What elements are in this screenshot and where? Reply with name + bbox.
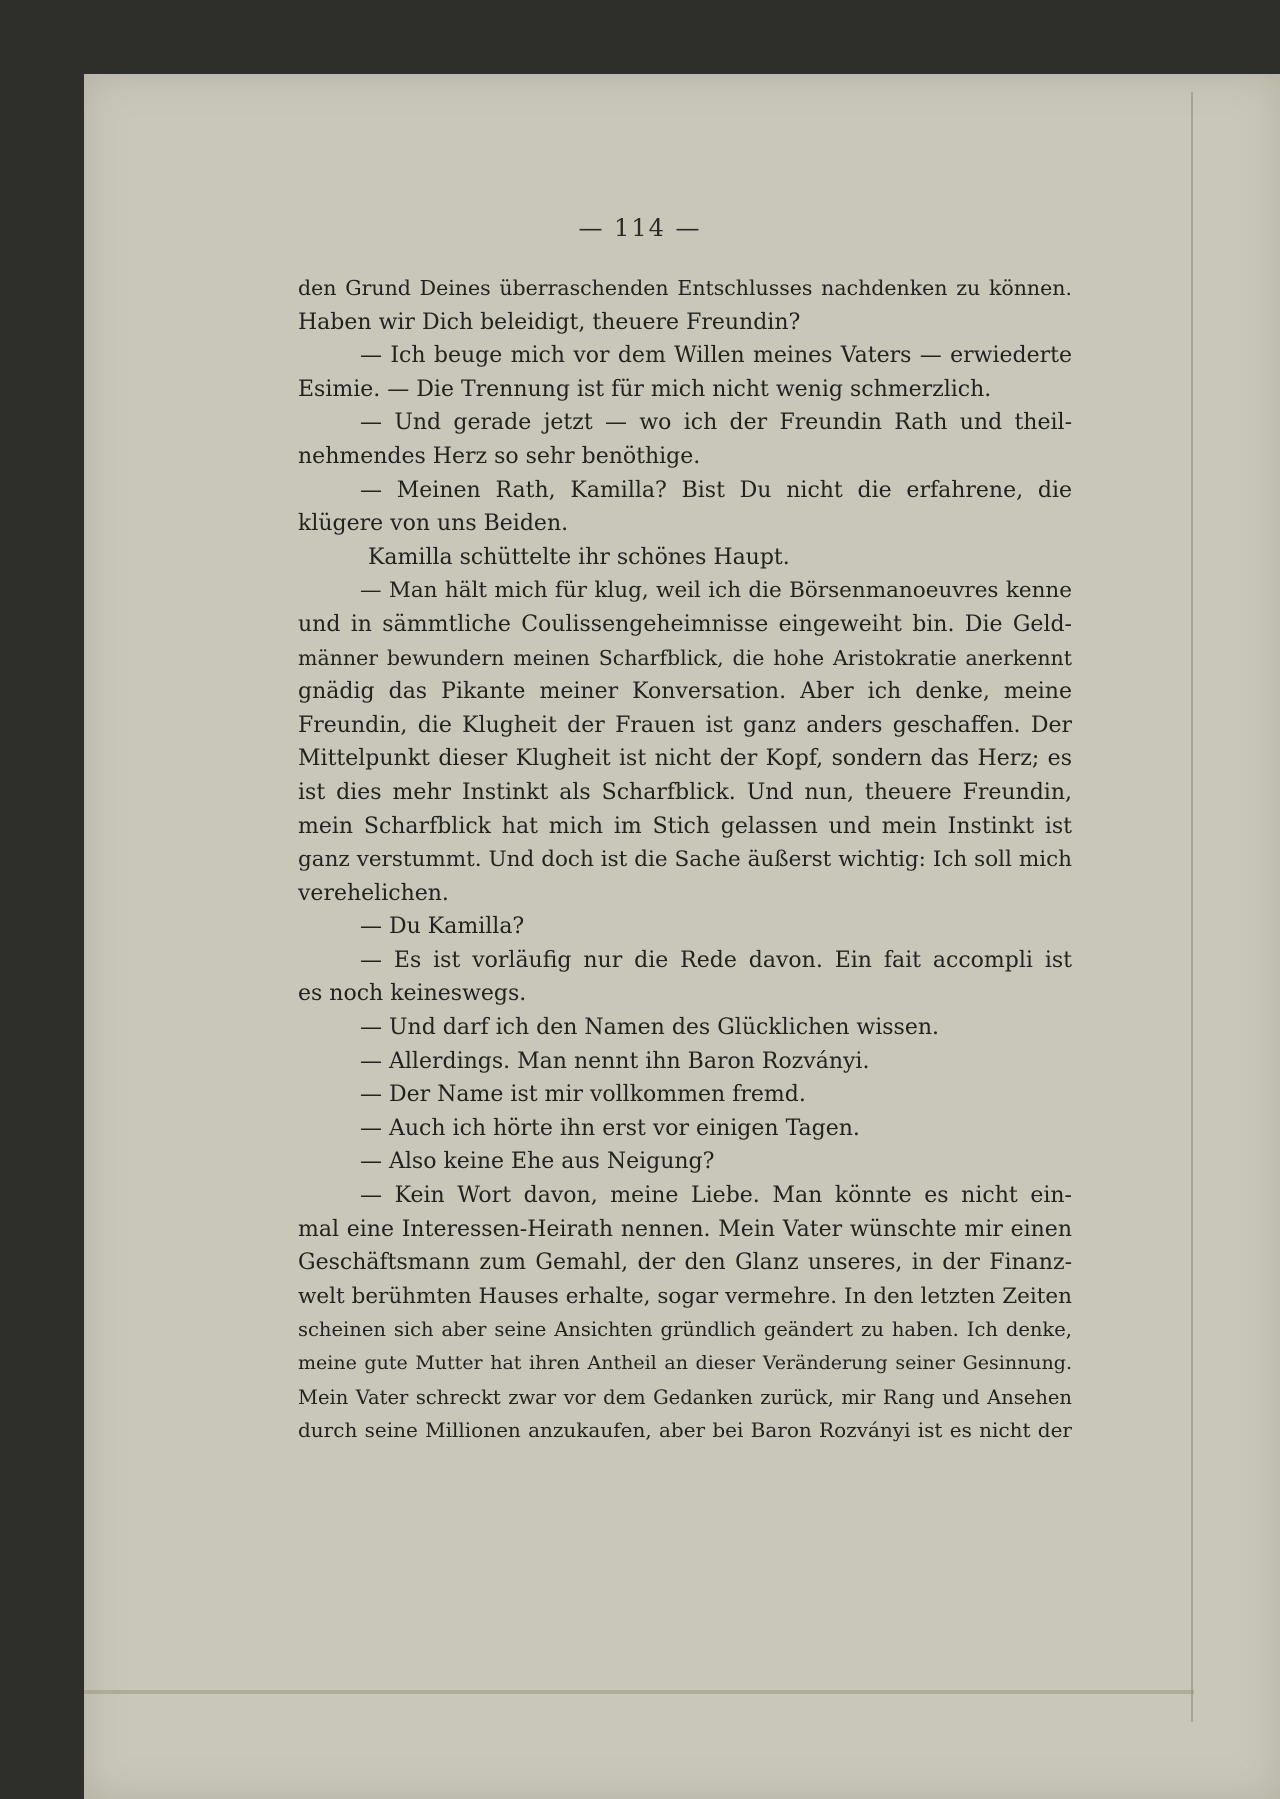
text-line: ist dies mehr Instinkt als Scharfblick. Und nun, theuere Freundin, [298,779,1072,805]
text-line: verehelichen. [298,880,449,906]
text-line: welt berühmten Hauses erhalte, sogar vermehre. In den letzten Zeiten [298,1283,1072,1309]
text-line: — Kein Wort davon, meine Liebe. Man könnte es nicht ein- [360,1183,1072,1209]
body-text [298,272,1072,1448]
text-line: nehmendes Herz so sehr benöthige. [298,443,701,469]
text-line: Mittelpunkt dieser Klugheit ist nicht der Kopf, sondern das Herz; es [298,746,1072,772]
text-line: Freundin, die Klugheit der Frauen ist ganz anders geschaffen. Der [298,712,1072,738]
text-line: — Der Name ist mir vollkommen fremd. [360,1082,806,1108]
text-line: — Man hält mich für klug, weil ich die Börsenmanoeuvres kenne [360,578,1072,604]
text-line: — Und gerade jetzt — wo ich der Freundin Rath und theil- [360,410,1072,436]
text-line: — Auch ich hörte ihn erst vor einigen Tagen. [360,1115,860,1141]
text-line: Kamilla schüttelte ihr schönes Haupt. [368,544,790,570]
text-line: — Es ist vorläufig nur die Rede davon. Ein fait accompli ist [360,947,1072,973]
text-line: gnädig das Pikante meiner Konversation. Aber ich denke, meine [298,679,1072,705]
text-line: — Ich beuge mich vor dem Willen meines Vaters — erwiederte [360,343,1072,369]
page-fold-line [1191,92,1193,1722]
text-line: scheinen sich aber seine Ansichten gründlich geändert zu haben. Ich denke, [298,1318,1072,1342]
text-line: mal eine Interessen-Heirath nennen. Mein Vater wünschte mir einen [298,1216,1072,1242]
text-line: männer bewundern meinen Scharfblick, die hohe Aristokratie anerkennt [298,645,1072,670]
text-line: den Grund Deines überraschenden Entschlusses nachdenken zu können. [298,276,1072,300]
text-line: — Allerdings. Man nennt ihn Baron Rozványi. [360,1048,870,1074]
text-line: — Und darf ich den Namen des Glücklichen wissen. [360,1015,940,1041]
text-line: mein Scharfblick hat mich im Stich gelassen und mein Instinkt ist [298,813,1072,839]
text-line: — Du Kamilla? [360,914,525,940]
text-line: durch seine Millionen anzukaufen, aber bei Baron Rozványi ist es nicht der [298,1418,1072,1443]
text-line: Mein Vater schreckt zwar vor dem Gedanken zurück, mir Rang und Ansehen [298,1385,1072,1409]
text-line: — Also keine Ehe aus Neigung? [360,1149,715,1175]
text-line: Haben wir Dich beleidigt, theuere Freundin? [298,309,801,335]
text-line: klügere von uns Beiden. [298,511,569,537]
page-number: — 114 — [578,214,702,242]
page-bottom-edge [84,1690,1194,1694]
text-line: es noch keineswegs. [298,981,527,1007]
text-line: — Meinen Rath, Kamilla? Bist Du nicht die erfahrene, die [360,477,1072,503]
text-line: und in sämmtliche Coulissengeheimnisse eingeweiht bin. Die Geld- [298,611,1072,637]
text-line: ganz verstummt. Und doch ist die Sache äußerst wichtig: Ich soll mich [298,847,1072,873]
text-line: Esimie. — Die Trennung ist für mich nicht wenig schmerzlich. [298,376,992,402]
text-line: Geschäftsmann zum Gemahl, der den Glanz unseres, in der Finanz- [298,1250,1072,1276]
text-line: meine gute Mutter hat ihren Antheil an dieser Veränderung seiner Gesinnung. [298,1352,1072,1374]
